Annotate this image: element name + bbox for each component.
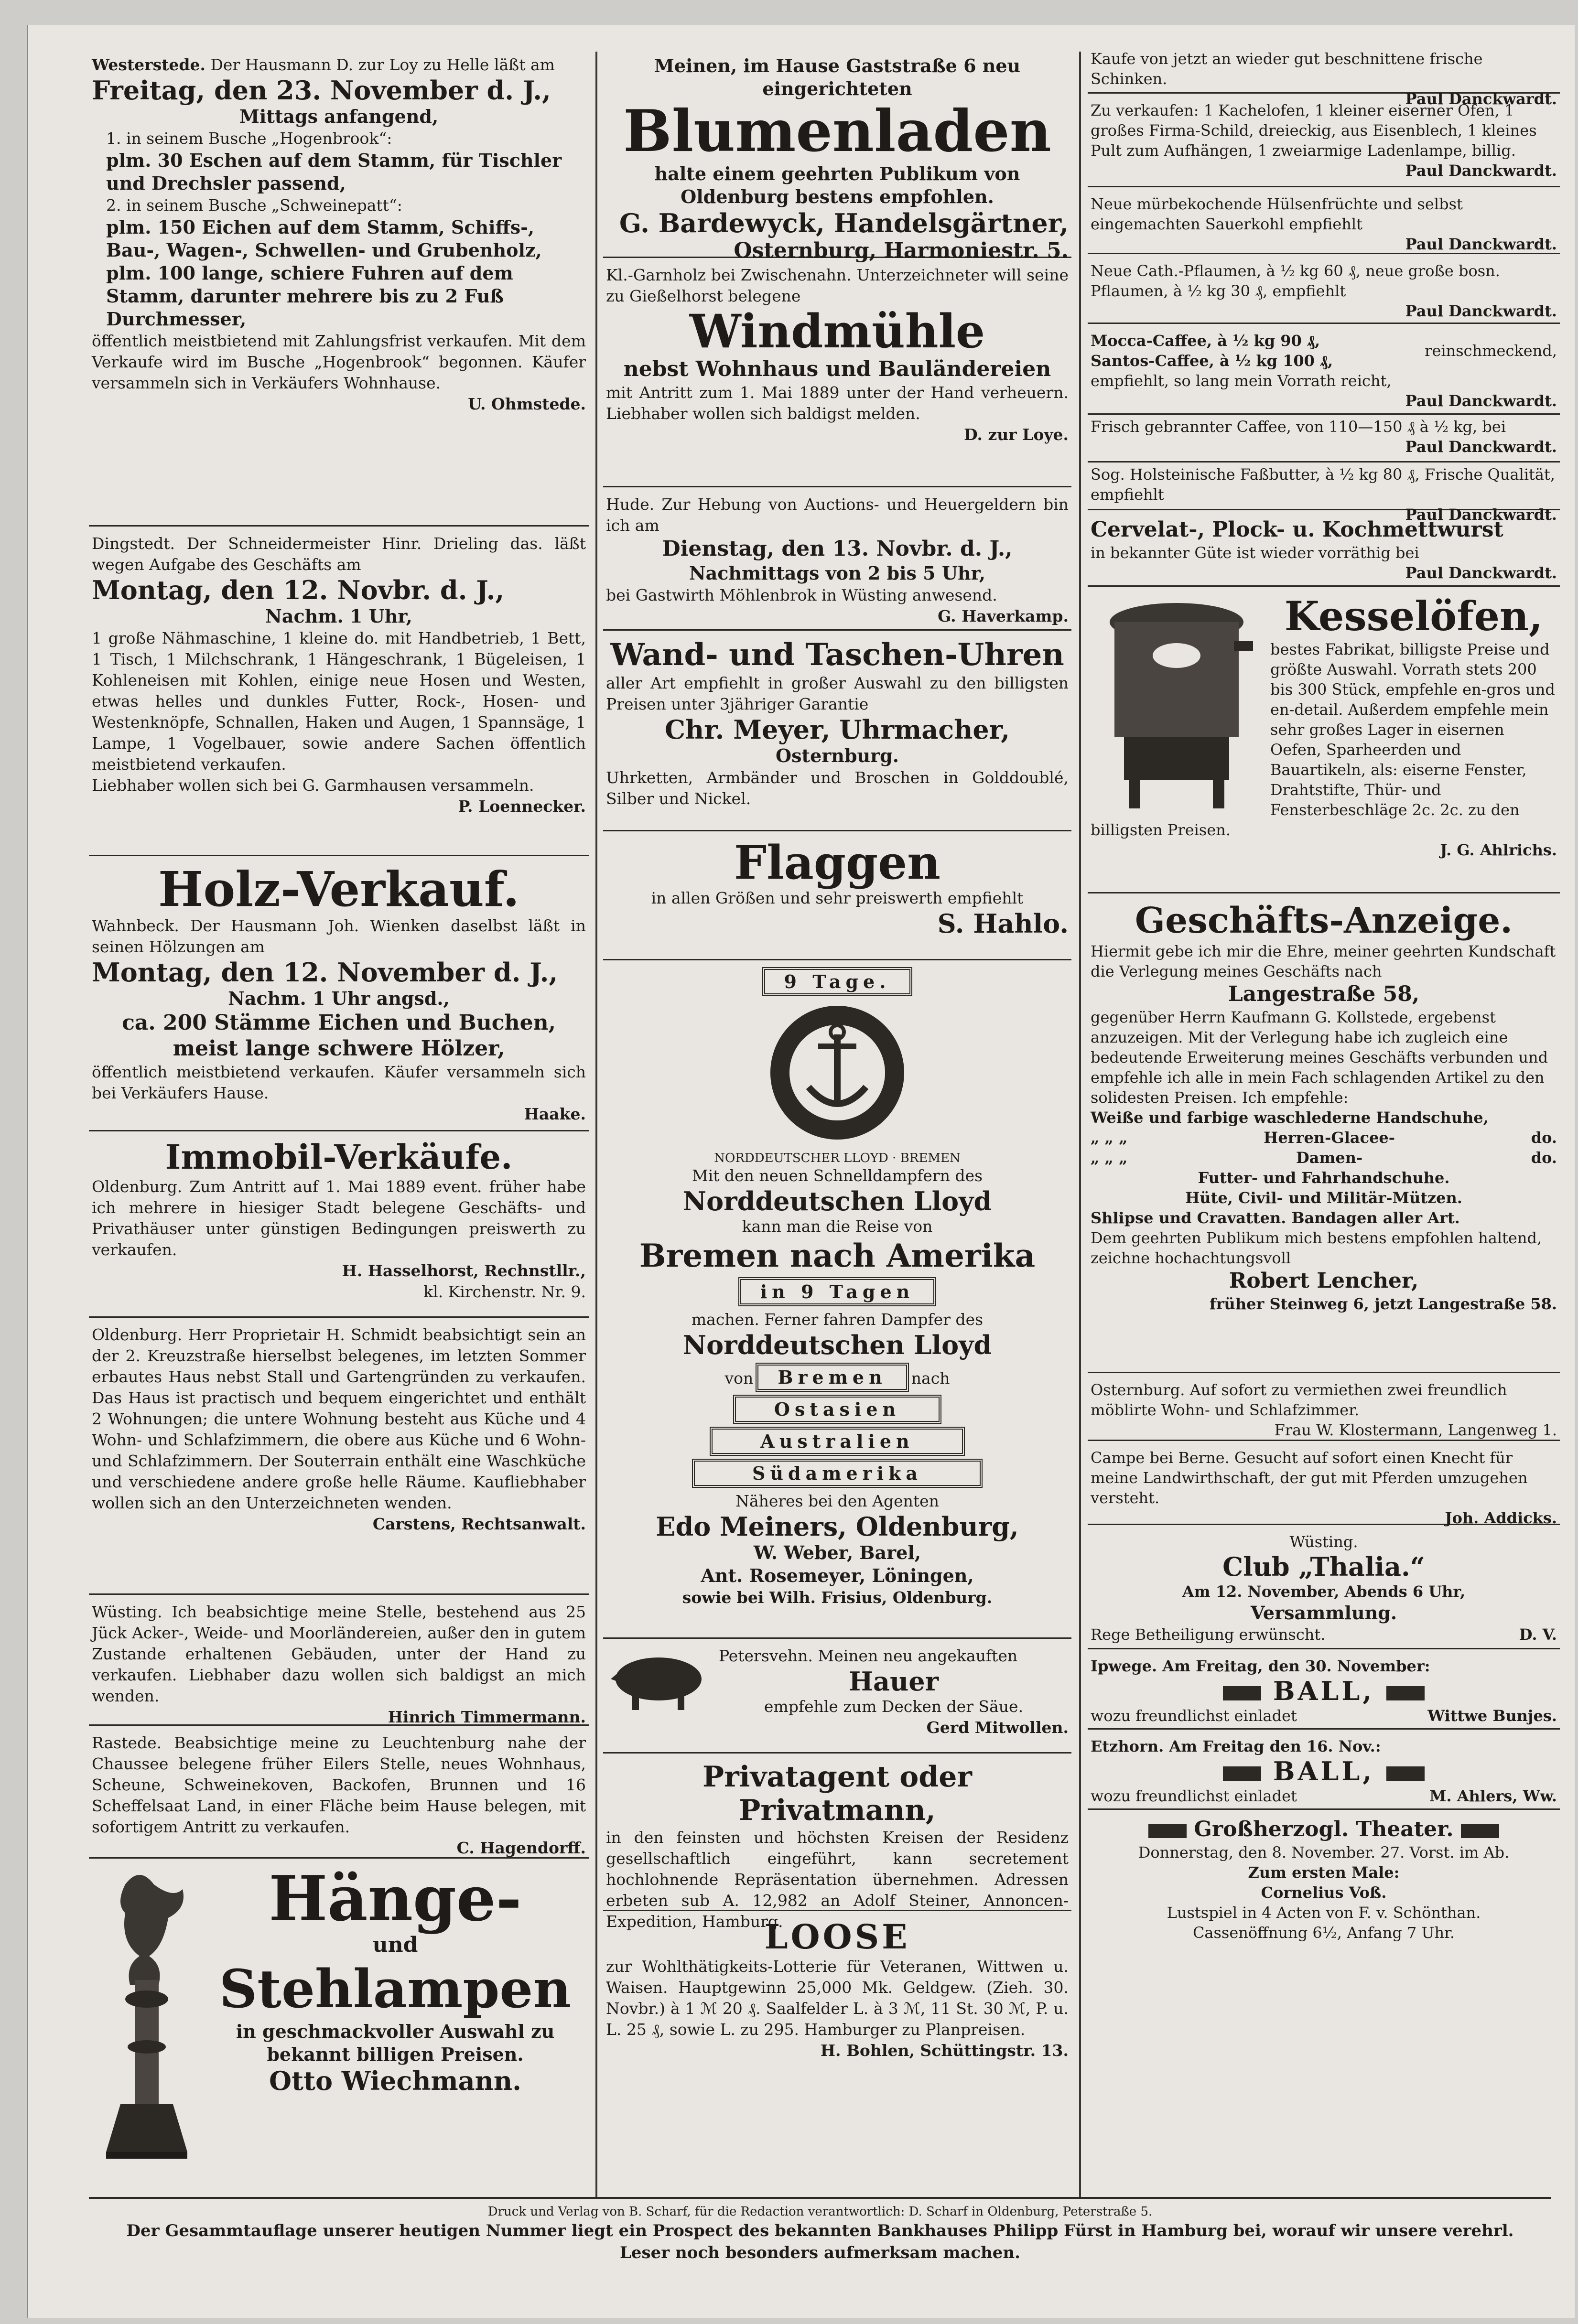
- middle-column: [603, 48, 1071, 2064]
- seal-bottom-text: BREMEN: [900, 1151, 961, 1165]
- intro: Kl.-Garnholz bei Zwischenahn. Unterzeichneter will seine zu Gießelhorst belegene: [606, 266, 1069, 305]
- subtitle: Versammlung.: [1250, 1602, 1397, 1624]
- intro: Petersvehn. Meinen neu angekauften: [719, 1646, 1018, 1665]
- imprint: Druck und Verlag von B. Scharf, für die Redaction verantwortlich: D. Scharf in Oldenburg, Peterstraße 5.: [487, 2205, 1153, 2219]
- destination-box: Südamerika: [692, 1459, 983, 1488]
- body: empfehle zum Decken der Säue.: [764, 1697, 1024, 1716]
- stove-illustration: [1091, 593, 1263, 815]
- signature: S. Hahlo.: [937, 908, 1069, 939]
- signature: Chr. Meyer, Uhrmacher,: [664, 714, 1010, 745]
- column-rule-right: [1079, 52, 1081, 2197]
- company-name: Norddeutschen Lloyd: [682, 1186, 992, 1216]
- ad-ball-ipwege: [1088, 1649, 1560, 1730]
- supplement-note: Der Gesammtauflage unserer heutigen Nummer liegt ein Prospect des bekannten Bankhauses Philipp Fürst in Hamburg bei, worauf wir unsere verehrl. Leser noch besonders aufmerksam machen.: [126, 2221, 1514, 2262]
- ad-ball-etzhorn: [1088, 1730, 1560, 1810]
- seal-top-text: NORDDEUTSCHER LLOYD: [714, 1151, 888, 1165]
- body: gegenüber Herrn Kaufmann G. Kollstede, ergebenst anzuzeigen. Mit der Verlegung habe ich zugleich eine bedeutende Erweiterung meines Geschäfts verbunden und empfehle ich alle in mein Fach schlagenden Artikel zu den solidesten Preisen. Ich empfehle:: [1091, 1008, 1548, 1107]
- ad-butter: [1088, 463, 1560, 524]
- pointing-hand-icon: [1148, 1824, 1187, 1838]
- time: Nachmittags von 2 bis 5 Uhr,: [689, 562, 986, 584]
- lot: plm. 30 Eschen auf dem Stamm, für Tischler und Drechsler passend,: [106, 150, 562, 194]
- time: Nachm. 1 Uhr,: [265, 605, 412, 627]
- list-item: Shlipse und Cravatten. Bandagen aller Art.: [1091, 1209, 1460, 1227]
- price-line: Mocca-Caffee, à ½ kg 90 ₰,: [1091, 332, 1320, 350]
- lot: ca. 200 Stämme Eichen und Buchen, meist lange schwere Hölzer,: [122, 1011, 556, 1061]
- signature: Paul Danckwardt.: [1405, 235, 1557, 253]
- extra: Uhrketten, Armbänder und Broschen in Golddoublé, Silber und Nickel.: [606, 768, 1069, 808]
- body: Kaufe von jetzt an wieder gut beschnittene frische Schinken.: [1091, 50, 1483, 88]
- agent: sowie bei Wilh. Frisius, Oldenburg.: [682, 1588, 993, 1607]
- list-item: Futter- und Fahrhandschuhe.: [1198, 1169, 1450, 1187]
- signature: P. Loennecker.: [458, 797, 586, 816]
- ad-club-thalia: [1088, 1525, 1560, 1649]
- body: Rastede. Beabsichtige meine zu Leuchtenburg nahe der Chaussee belegene früher Eilers Stelle, neues Wohnhaus, Scheune, Schweinekoven, Backofen, Brunnen und 16 Scheffelsaat Land, in einer Fläche beim Hause belegen, mit sofortigem Antritt zu verkaufen.: [92, 1733, 586, 1836]
- address: Osternburg, Harmoniestr. 5.: [734, 238, 1069, 263]
- invite: wozu freundlichst einladet: [1091, 1707, 1297, 1725]
- body: halte einem geehrten Publikum von Oldenburg bestens empfohlen.: [654, 163, 1020, 207]
- title-word-1: Hänge-: [269, 1862, 522, 1935]
- title: Cervelat-, Plock- u. Kochmettwurst: [1091, 517, 1503, 542]
- pointing-hand-icon: [1223, 1686, 1261, 1700]
- body: bei Gastwirth Möhlenbrok in Wüsting anwesend.: [606, 586, 997, 604]
- date: Donnerstag, den 8. November. 27. Vorst. im Ab.: [1138, 1843, 1510, 1861]
- pointing-hand-icon: [1461, 1824, 1499, 1838]
- item: 2. in seinem Busche „Schweinepatt“:: [106, 196, 402, 215]
- signature: D. zur Loye.: [964, 425, 1069, 444]
- date: Am 12. November, Abends 6 Uhr,: [1182, 1582, 1466, 1601]
- ad-windmuehle: [603, 258, 1071, 487]
- destination-box: Bremen: [756, 1363, 908, 1392]
- item: Damen-: [1296, 1149, 1363, 1167]
- signature: Paul Danckwardt.: [1405, 392, 1557, 410]
- closing: Dem geehrten Publikum mich bestens empfohlen haltend, zeichne hochachtungsvoll: [1091, 1229, 1542, 1267]
- title: Flaggen: [734, 836, 940, 890]
- date: Dienstag, den 13. Novbr. d. J.,: [662, 537, 1013, 561]
- lot: plm. 100 lange, schiere Fuhren auf dem Stamm, darunter mehrere bis zu 2 Fuß Durchmesser,: [106, 262, 513, 330]
- duration-box: in 9 Tagen: [738, 1277, 937, 1306]
- ad-loose: [603, 1911, 1071, 2064]
- signature: D. V.: [1519, 1625, 1557, 1644]
- signature: M. Ahlers, Ww.: [1429, 1787, 1557, 1805]
- signature: Otto Wiechmann.: [269, 2066, 521, 2096]
- ditto: do.: [1531, 1129, 1557, 1147]
- ad-flaggen: [603, 831, 1071, 960]
- ad-dingstedt: [89, 527, 589, 856]
- signature: Paul Danckwardt.: [1405, 564, 1557, 582]
- ad-geschaefts-anzeige: [1088, 893, 1560, 1373]
- opening-time: Cassenöffnung 6½, Anfang 7 Uhr.: [1192, 1924, 1455, 1942]
- play-title: Cornelius Voß.: [1261, 1883, 1387, 1902]
- ad-caffee: [1088, 324, 1560, 415]
- ad-oldenburg-haus: [89, 1318, 589, 1595]
- signature: Gerd Mitwollen.: [926, 1718, 1069, 1737]
- ditto: do.: [1531, 1149, 1557, 1167]
- agent: Ant. Rosemeyer, Löningen,: [701, 1565, 974, 1586]
- ad-blumenladen: [603, 48, 1071, 263]
- intro: Ipwege. Am Freitag, den 30. November:: [1091, 1657, 1430, 1675]
- von: von: [724, 1369, 754, 1388]
- intro: Wahnbeck. Der Hausmann Joh. Wienken daselbst läßt in seinen Hölzungen am: [92, 916, 586, 956]
- title: LOOSE: [764, 1917, 910, 1957]
- ad-westerstede: [89, 48, 589, 527]
- body: Zu verkaufen: 1 Kachelofen, 1 kleiner eiserner Ofen, 1 großes Firma-Schild, dreieckig, aus Eisenblech, 1 kleines Pult zum Aufhängen, 1 zweiarmige Ladenlampe, billig.: [1091, 101, 1537, 160]
- intro: Mit den neuen Schnelldampfern des: [692, 1166, 983, 1185]
- street: Langestraße 58,: [1228, 982, 1420, 1006]
- body: in allen Größen und sehr preiswerth empfiehlt: [651, 889, 1024, 907]
- pointing-hand-icon: [1386, 1686, 1425, 1700]
- company-name: Norddeutschen Lloyd: [682, 1330, 992, 1360]
- column-rule-left: [595, 52, 597, 2197]
- body: in bekannter Güte ist wieder vorräthig bei: [1091, 544, 1419, 562]
- ad-kesseloefen: [1088, 587, 1560, 893]
- invite: wozu freundlichst einladet: [1091, 1787, 1297, 1805]
- body: Neue mürbekochende Hülsenfrüchte und selbst eingemachten Sauerkohl empfiehlt: [1091, 195, 1463, 233]
- signature: Paul Danckwardt.: [1405, 90, 1557, 108]
- body: in geschmackvoller Auswahl zu bekannt billigen Preisen.: [236, 2021, 555, 2065]
- title: Kesselöfen,: [1284, 592, 1543, 640]
- ad-osternburg-zimmer: [1088, 1373, 1560, 1441]
- ditto: „ „ „: [1091, 1149, 1128, 1167]
- signature: U. Ohmstede.: [468, 395, 586, 413]
- intro: Der Hausmann D. zur Loy zu Helle läßt am: [210, 55, 555, 74]
- lot: plm. 150 Eichen auf dem Stamm, Schiffs-, Bau-, Wagen-, Schwellen- und Grubenholz,: [106, 216, 542, 261]
- ad-holz-verkauf: [89, 856, 589, 1131]
- route: Bremen nach Amerika: [639, 1237, 1036, 1274]
- pointing-hand-icon: [1386, 1766, 1425, 1781]
- place: Osternburg.: [776, 745, 899, 766]
- signature: G. Haverkamp.: [938, 607, 1069, 625]
- boar-illustration: [606, 1646, 711, 1714]
- title-word-3: Stehlampen: [219, 1958, 572, 2020]
- title: Privatagent oder Privatmann,: [703, 1760, 972, 1827]
- title: Blumenladen: [623, 97, 1051, 165]
- signature: J. G. Ahlrichs.: [1440, 841, 1557, 859]
- ad-schinken: [1088, 48, 1560, 108]
- mid-text: kann man die Reise von: [742, 1217, 933, 1236]
- date: Montag, den 12. Novbr. d. J.,: [92, 575, 505, 605]
- signature: Carstens, Rechtsanwalt.: [372, 1515, 586, 1533]
- item: Herren-Glacee-: [1264, 1129, 1395, 1147]
- body: 1 große Nähmaschine, 1 kleine do. mit Handbetrieb, 1 Bett, 1 Tisch, 1 Milchschrank, 1 Hängeschrank, 1 Bügeleisen, 1 Kohleneisen mit Kohlen, einige neue Hosen und Westen, etwas helles und dunkles Futter, Rock-, Hosen- und Westenknöpfe, Schnallen, Haken und Augen, 1 Spannsäge, 1 Lampe, 1 Vogelbauer, sowie andere Sachen öffentlich meistbietend verkaufen.: [92, 629, 586, 774]
- agent: W. Weber, Barel,: [753, 1542, 921, 1563]
- ad-wuesting: [89, 1595, 589, 1726]
- body: Neue Cath.-Pflaumen, à ½ kg 60 ₰, neue große bosn. Pflaumen, à ½ kg 30 ₰, empfiehlt: [1091, 262, 1500, 300]
- ad-pflaumen: [1088, 254, 1560, 324]
- oil-lamp-illustration: [92, 1865, 197, 2163]
- place: Wüsting.: [1289, 1533, 1358, 1551]
- signature: Robert Lencher,: [1229, 1269, 1419, 1293]
- body: bestes Fabrikat, billigste Preise und größte Auswahl. Vorrath stets 200 bis 300 Stück, empfehle en-gros und en-detail. Außerdem empfehle mein sehr großes Lager in eisernen Oefen, Sparheerden und Bauartikeln, als: eiserne Fenster, Drahtstifte, Thür- und Fensterbeschläge 2c. 2c. zu den billigsten Preisen.: [1091, 640, 1555, 839]
- ad-norddeutscher-lloyd: 9 Tage. NORDDEUTSCHER LLOYD · BREMEN Mit den neuen Schnelldampfern des Norddeutschen Lloyd kann man die Reise von Bremen nach Amerika in 9 Tagen machen. Ferner fahren Dampfer des Norddeutschen Lloyd von Bremen nach Ostasien Australien Südamerika Näheres bei den Agenten Edo Meiners, Oldenburg, W. Weber, Barel, Ant. Rosemeyer, Löningen, sowie bei Wilh. Frisius, Oldenburg.: [603, 960, 1071, 1639]
- price-line: Santos-Caffee, à ½ kg 100 ₰,: [1091, 352, 1333, 370]
- body: Oldenburg. Zum Antritt auf 1. Mai 1889 event. früher habe ich mehrere in hiesiger Stadt belegene Geschäfts- und Privathäuser unter günstigen Bedingungen preiswerth zu verkaufen.: [92, 1177, 586, 1259]
- signature: Paul Danckwardt.: [1405, 506, 1557, 524]
- note: Liebhaber wollen sich bei G. Garmhausen versammeln.: [92, 776, 534, 795]
- signature: G. Bardewyck, Handelsgärtner,: [619, 208, 1069, 238]
- body: Wüsting. Ich beabsichtige meine Stelle, bestehend aus 25 Jück Acker-, Weide- und Moorländereien, außer den in gutem Zustande erhaltenen Gebäuden, unter der Hand zu verkaufen. Liebhaber dazu wollen sich baldigst an mich wenden.: [92, 1603, 586, 1705]
- time: Nachm. 1 Uhr angsd.,: [228, 988, 450, 1009]
- title-word-2: und: [372, 1933, 418, 1957]
- title: Wand- und Taschen-Uhren: [610, 637, 1064, 673]
- ad-wurst: [1088, 510, 1560, 587]
- title: Hauer: [848, 1666, 939, 1697]
- right-column: [1088, 48, 1560, 1942]
- signature: Paul Danckwardt.: [1405, 302, 1557, 320]
- signature: Paul Danckwardt.: [1405, 161, 1557, 180]
- body: aller Art empfiehlt in großer Auswahl zu den billigsten Preisen unter 3jähriger Garantie: [606, 674, 1069, 713]
- list-item: [1091, 1148, 1557, 1168]
- item: 1. in seinem Busche „Hogenbrook“:: [106, 129, 392, 148]
- ad-gebrannt: [1088, 415, 1560, 463]
- signature: Wittwe Bunjes.: [1427, 1707, 1557, 1725]
- body: mit Antritt zum 1. Mai 1889 unter der Hand verheuern. Liebhaber wollen sich baldigst melden.: [606, 383, 1069, 423]
- ad-hauer: [603, 1639, 1071, 1754]
- intro: Meinen, im Hause Gaststraße 6 neu eingerichteten: [654, 55, 1021, 99]
- nach: nach: [911, 1369, 950, 1388]
- subtitle: nebst Wohnhaus und Bauländereien: [623, 357, 1051, 381]
- intro: Dingstedt. Der Schneidermeister Hinr. Drieling das. läßt wegen Aufgabe des Geschäfts am: [92, 534, 586, 574]
- left-column: [89, 48, 589, 2188]
- signature: H. Hasselhorst, Rechnstllr.,: [342, 1261, 586, 1280]
- ad-privatagent: [603, 1754, 1071, 1931]
- signature: Hinrich Timmermann.: [388, 1708, 586, 1726]
- signature: Paul Danckwardt.: [1405, 438, 1557, 456]
- destination-box: Ostasien: [733, 1395, 941, 1424]
- body: Oldenburg. Herr Proprietair H. Schmidt beabsichtigt sein an der 2. Kreuzstraße hierselbst belegenes, im letzten Sommer erbautes Haus nebst Stall und Gartengründen zu verkaufen. Das Haus ist practisch und bequem eingerichtet und enthält 2 Wohnungen; die untere Wohnung besteht aus Küche und 4 Wohn- und Schlafzimmern, die obere aus Küche und 6 Wohn- und Schlafzimmern. Der Souterrain enthält eine Waschküche und verschiedene andere große helle Räume. Kaufliebhaber wollen sich an den Unterzeichneten wenden.: [92, 1325, 586, 1512]
- title: Windmühle: [689, 304, 985, 358]
- title: Immobil-Verkäufe.: [165, 1137, 513, 1177]
- body: öffentlich meistbietend verkaufen. Käufer versammeln sich bei Verkäufers Hause.: [92, 1063, 586, 1102]
- body: Frisch gebrannter Caffee, von 110—150 ₰ à ½ kg, bei: [1091, 418, 1506, 436]
- time: Mittags anfangend,: [239, 106, 439, 127]
- lloyd-seal-icon: [606, 1001, 1069, 1146]
- body: empfiehlt, so lang mein Vorrath reicht,: [1091, 372, 1392, 390]
- address: kl. Kirchenstr. Nr. 9.: [423, 1282, 586, 1301]
- title: Club „Thalia.“: [1222, 1551, 1425, 1582]
- ad-verkaufen: [1088, 94, 1560, 187]
- body: in den feinsten und höchsten Kreisen der Residenz gesellschaftlich eingeführt, kann secretement hochlohnende Repräsentation übernehmen. Adressen erbeten sub A. 12,982 an Adolf Steiner, Annoncen-Expedition, Hamburg.: [606, 1828, 1069, 1931]
- signature: Haake.: [524, 1105, 586, 1123]
- body: zur Wohlthätigkeits-Lotterie für Veteranen, Wittwen u. Waisen. Hauptgewinn 25,000 Mk. Geldgew. (Zieh. 30. Novbr.) à 1 ℳ 20 ₰. Saalfelder L. à 3 ℳ, 11 St. 30 ℳ, P. u. L. 25 ₰, sowie L. zu 295. Hamburger zu Planpreisen.: [606, 1957, 1069, 2039]
- pointing-hand-icon: [1223, 1766, 1261, 1781]
- list-item: Hüte, Civil- und Militär-Mützen.: [1185, 1189, 1462, 1207]
- ad-immobil: [89, 1131, 589, 1318]
- page-footer: [89, 2197, 1551, 2264]
- ditto: „ „ „: [1091, 1129, 1128, 1147]
- signature: Frau W. Klostermann, Langenweg 1.: [1274, 1421, 1557, 1439]
- title: Holz-Verkauf.: [158, 861, 519, 917]
- ad-theater: [1088, 1810, 1560, 1942]
- ad-huelsen: [1088, 187, 1560, 254]
- side-note: reinschmeckend,: [1425, 342, 1557, 360]
- title: BALL,: [1273, 1756, 1375, 1786]
- premiere: Zum ersten Male:: [1248, 1863, 1400, 1882]
- signature: H. Bohlen, Schüttingstr. 13.: [820, 2041, 1069, 2060]
- agents-intro: Näheres bei den Agenten: [735, 1492, 939, 1510]
- ad-lampen: [89, 1859, 589, 2188]
- intro: Hiermit gebe ich mir die Ehre, meiner geehrten Kundschaft die Verlegung meines Geschäfts nach: [1091, 942, 1556, 980]
- signature: Joh. Addicks.: [1445, 1509, 1557, 1527]
- list-item: [1091, 1128, 1557, 1148]
- agent: Edo Meiners, Oldenburg,: [656, 1511, 1019, 1542]
- ad-uhren: [603, 631, 1071, 831]
- date: Freitag, den 23. November d. J.,: [92, 75, 551, 106]
- mid-text: machen. Ferner fahren Dampfer des: [691, 1310, 984, 1329]
- ad-hude: [603, 487, 1071, 631]
- body: Campe bei Berne. Gesucht auf sofort einen Knecht für meine Landwirthschaft, der gut mit Pferden umzugehen versteht.: [1091, 1449, 1528, 1507]
- title: Geschäfts-Anzeige.: [1135, 900, 1513, 941]
- place: Westerstede.: [92, 55, 205, 74]
- body: Sog. Holsteinische Faßbutter, à ½ kg 80 ₰, Frische Qualität, empfiehlt: [1091, 465, 1556, 504]
- body: öffentlich meistbietend mit Zahlungsfrist verkaufen. Mit dem Verkaufe wird im Busche „Hogenbrook“ begonnen. Käufer versammeln sich in Verkäufers Wohnhause.: [92, 332, 586, 392]
- ad-campe: [1088, 1441, 1560, 1525]
- title: BALL,: [1273, 1676, 1375, 1706]
- list-item: Weiße und farbige waschlederne Handschuhe,: [1091, 1108, 1489, 1127]
- address: früher Steinweg 6, jetzt Langestraße 58.: [1209, 1295, 1557, 1313]
- destination-box: Australien: [710, 1427, 964, 1456]
- intro: Etzhorn. Am Freitag den 16. Nov.:: [1091, 1737, 1381, 1755]
- date: Montag, den 12. November d. J.,: [92, 957, 558, 988]
- description: Lustspiel in 4 Acten von F. v. Schönthan.: [1167, 1904, 1481, 1922]
- title: Großherzogl. Theater.: [1194, 1817, 1454, 1841]
- body: Osternburg. Auf sofort zu vermiethen zwei freundlich möblirte Wohn- und Schlafzimmer.: [1091, 1381, 1507, 1419]
- signature: C. Hagendorff.: [456, 1839, 586, 1857]
- ad-rastede: [89, 1726, 589, 1859]
- badge: 9 Tage.: [762, 967, 913, 996]
- intro: Hude. Zur Hebung von Auctions- und Heuergeldern bin ich am: [606, 495, 1069, 535]
- note: Rege Betheiligung erwünscht.: [1091, 1625, 1326, 1644]
